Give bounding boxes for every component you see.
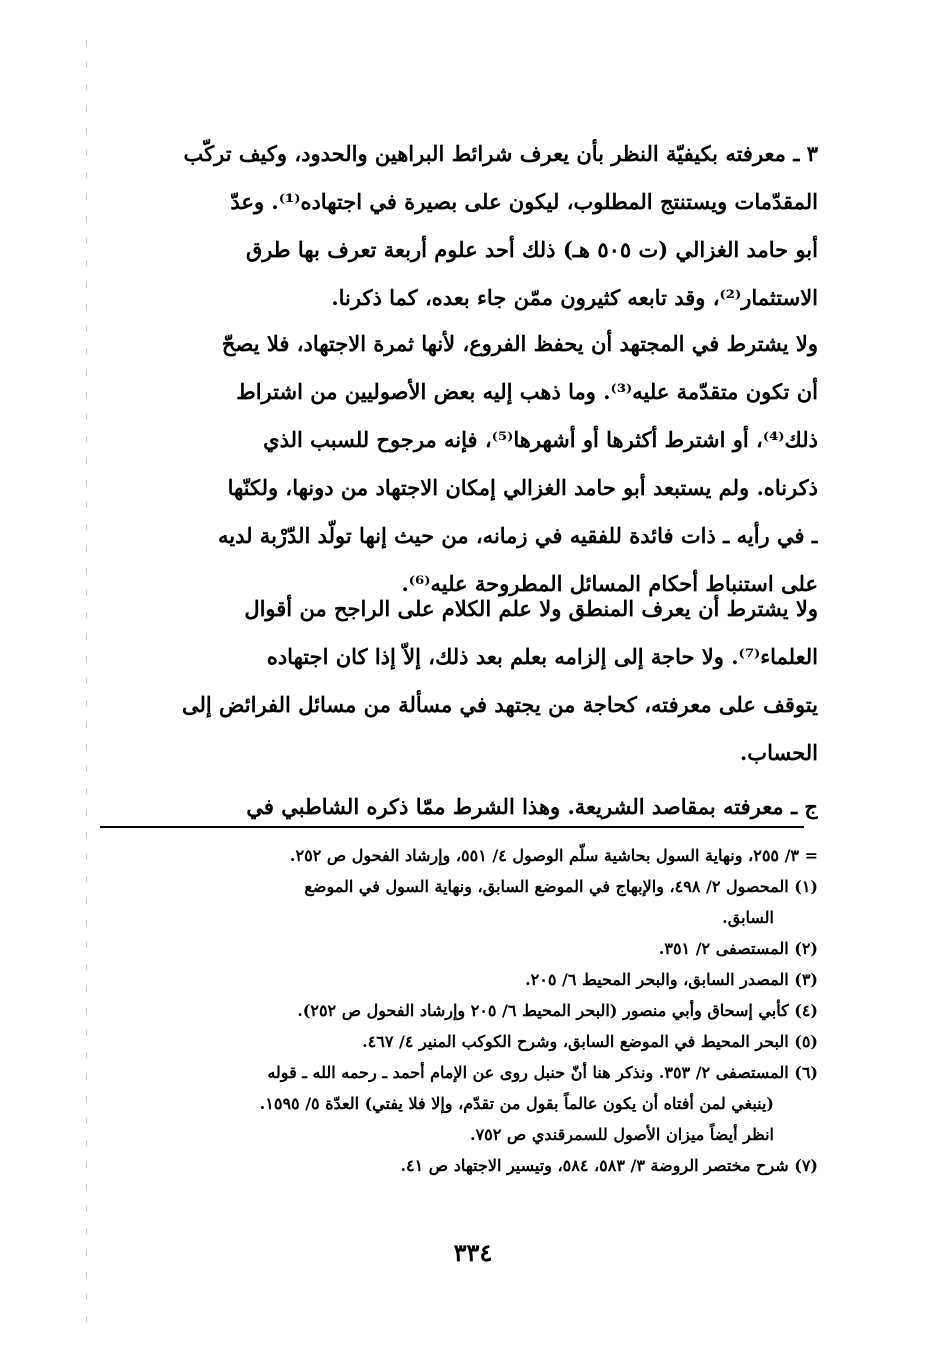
footnote-line: (٧) شرح مختصر الروضة ٣/ ٥٨٣، ٥٨٤، وتيسير الاجتهاد ص ٤١. [400,1156,818,1175]
body-line: على استنباط أحكام المسائل المطروحة عليه⁽⁶⁾. [401,571,818,596]
body-line: ج ـ معرفته بمقاصد الشريعة. وهذا الشرط ممّا ذكره الشاطبي في [246,794,818,819]
paragraph-4 [108,783,818,831]
body-line: الحساب. [739,740,818,765]
body-line: ولا يشترط أن يعرف المنطق ولا علم الكلام على الراجح من أقوال [244,596,818,621]
footnote-separator [100,826,804,828]
paragraph-2 [108,320,818,608]
footnote-line: (٣) المصدر السابق، والبحر المحيط ٦/ ٢٠٥. [525,970,818,989]
body-line: ذلك⁽⁴⁾، أو اشترط أكثرها أو أشهرها⁽⁵⁾، فإنه مرجوح للسبب الذي [263,427,818,452]
footnote-line: (ينبغي لمن أفتاه أن يكون عالماً بقول من تقدّم، وإلا فلا يفتي) العدّة ٥/ ١٥٩٥. [259,1094,774,1113]
body-line: يتوقف على معرفته، كحاجة من يجتهد في مسألة من مسائل الفرائض إلى [182,692,818,717]
footnotes [108,840,818,1181]
scan-edge-shadow [86,40,87,1330]
body-line: المقدّمات ويستنتج المطلوب، ليكون على بصيرة في اجتهاده⁽¹⁾. وعدّ [230,189,818,214]
footnote-line: (٦) المستصفى ٢/ ٣٥٣. ونذكر هنا أنّ حنبل روى عن الإمام أحمد ـ رحمه الله ـ قوله [267,1063,818,1082]
body-line: ذكرناه. ولم يستبعد أبو حامد الغزالي إمكان الاجتهاد من دونها، ولكنّها [227,475,818,500]
body-line: ٣ ـ معرفته بكيفيّة النظر بأن يعرف شرائط البراهين والحدود، وكيف تركّب [183,141,818,166]
body-line: ـ في رأيه ـ ذات فائدة للفقيه في زمانه، من حيث إنها تولّد الدّرْبة لديه [217,523,818,548]
body-line: أبو حامد الغزالي (ت ٥٠٥ هـ) ذلك أحد علوم أربعة تعرف بها طرق [245,237,818,262]
footnote-line: (٢) المستصفى ٢/ ٣٥١. [658,939,818,958]
footnote-line: انظر أيضاً ميزان الأصول للسمرقندي ص ٧٥٢. [469,1125,774,1144]
paragraph-1 [108,130,818,322]
paragraph-3 [108,585,818,777]
footnote-line: السابق. [722,908,774,927]
body-line: الاستثمار⁽²⁾، وقد تابعه كثيرون ممّن جاء بعده، كما ذكرنا. [331,285,818,310]
footnote-line: = ٣/ ٢٥٥، ونهاية السول بحاشية سلّم الوصول ٤/ ٥٥١، وإرشاد الفحول ص ٢٥٢. [289,846,818,865]
footnote-line: (٤) كأبي إسحاق وأبي منصور (البحر المحيط ٦/ ٢٠٥ وإرشاد الفحول ص ٢٥٢). [297,1001,818,1020]
page-number: ٣٣٤ [453,1238,493,1267]
body-line: أن تكون متقدّمة عليه⁽³⁾. وما ذهب إليه بعض الأصوليين من اشتراط [236,379,818,404]
footnote-line: (٥) البحر المحيط في الموضع السابق، وشرح الكوكب المنير ٤/ ٤٦٧. [362,1032,818,1051]
body-line: ولا يشترط في المجتهد أن يحفظ الفروع، لأنها ثمرة الاجتهاد، فلا يصحّ [221,331,818,356]
footnote-line: (١) المحصول ٢/ ٤٩٨، والإبهاج في الموضع السابق، ونهاية السول في الموضع [304,877,818,896]
body-line: العلماء⁽⁷⁾. ولا حاجة إلى إلزامه بعلم بعد ذلك، إلاّ إذا كان اجتهاده [266,644,818,669]
